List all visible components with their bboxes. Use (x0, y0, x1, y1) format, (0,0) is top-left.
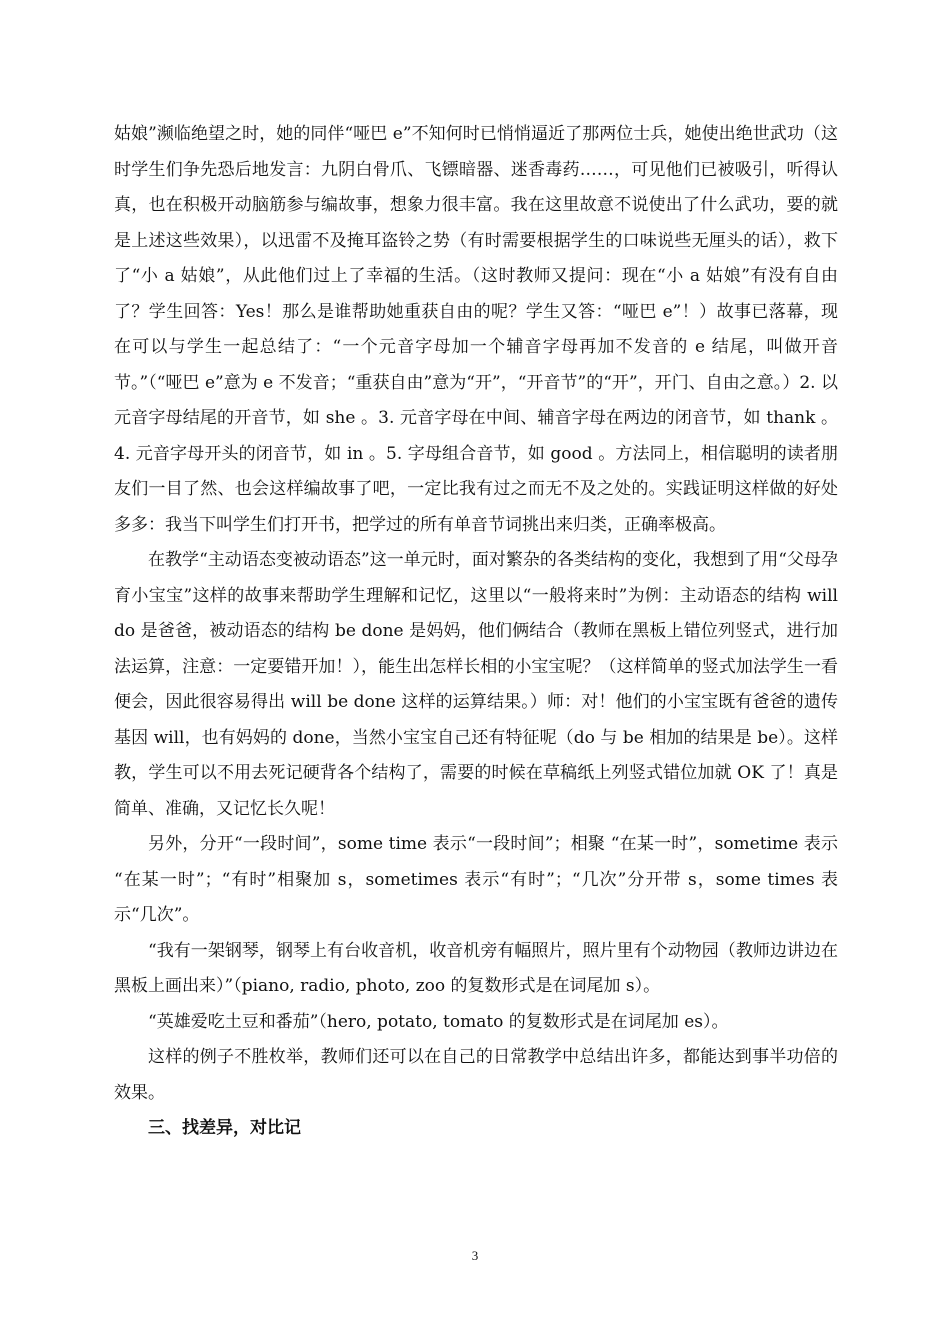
paragraph-story-continuation: 姑娘”濒临绝望之时，她的同伴“哑巴 e”不知何时已悄悄逼近了那两位士兵，她使出绝世武功（这时学生们争先恐后地发言：九阴白骨爪、飞镖暗器、迷香毒药……，可见他们已被吸引，听得认真，也在积极开动脑筋参与编故事，想象力很丰富。我在这里故意不说使出了什么武功，要的就是上述这些效果），以迅雷不及掩耳盗铃之势（有时需要根据学生的口味说些无厘头的话），救下了“小 a 姑娘”，从此他们过上了幸福的生活。（这时教师又提问：现在“小 a 姑娘”有没有自由了？学生回答：Yes！那么是谁帮助她重获自由的呢？学生又答：“哑巴 e”！）故事已落幕，现在可以与学生一起总结了：“一个元音字母加一个辅音字母再加不发音的 e 结尾，叫做开音节。”（“哑巴 e”意为 e 不发音；“重获自由”意为“开”，“开音节”的“开”，开门、自由之意。）2. 以元音字母结尾的开音节，如 she 。3. 元音字母在中间、辅音字母在两边的闭音节，如 thank 。4. 元音字母开头的闭音节，如 in 。5. 字母组合音节，如 good 。方法同上，相信聪明的读者朋友们一目了然、也会这样编故事了吧，一定比我有过之而无不及之处的。实践证明这样做的好处多多：我当下叫学生们打开书，把学过的所有单音节词挑出来归类，正确率极高。 (114, 124, 838, 535)
section-heading: 三、找差异，对比记 (148, 1118, 301, 1138)
paragraph-passive-voice: 在教学“主动语态变被动语态”这一单元时，面对繁杂的各类结构的变化，我想到了用“父母孕育小宝宝”这样的故事来帮助学生理解和记忆，这里以“一般将来时”为例：主动语态的结构 will do 是爸爸，被动语态的结构 be done 是妈妈，他们俩结合（教师在黑板上错位列竖式，进行加法运算，注意：一定要错开加！），能生出怎样长相的小宝宝呢？（这样简单的竖式加法学生一看便会，因此很容易得出 will be done 这样的运算结果。）师：对！他们的小宝宝既有爸爸的遗传基因 will，也有妈妈的 done，当然小宝宝自己还有特征呢（do 与 be 相加的结果是 be）。这样教，学生可以不用去死记硬背各个结构了，需要的时候在草稿纸上列竖式错位加就 OK 了！真是简单、准确，又记忆长久呢！ (114, 550, 838, 819)
body-text (114, 117, 838, 1147)
paragraph-sometime: 另外，分开“一段时间”，some time 表示“一段时间”；相聚 “在某一时”，sometime 表示 “在某一时”；“有时”相聚加 s，sometimes 表示“有时”；“几次”分开带 s，some times 表示“几次”。 (114, 834, 838, 925)
paragraph-piano-plural: “我有一架钢琴，钢琴上有台收音机，收音机旁有幅照片，照片里有个动物园（教师边讲边在黑板上画出来）”（piano, radio, photo, zoo 的复数形式是在词尾加 s）。 (114, 940, 838, 996)
page-number: 3 (471, 1248, 479, 1263)
paragraph-hero-plural: “英雄爱吃土豆和番茄”（hero, potato, tomato 的复数形式是在词尾加 es）。 (148, 1011, 729, 1032)
paragraph-conclusion: 这样的例子不胜枚举，教师们还可以在自己的日常教学中总结出许多，都能达到事半功倍的效果。 (114, 1047, 838, 1103)
